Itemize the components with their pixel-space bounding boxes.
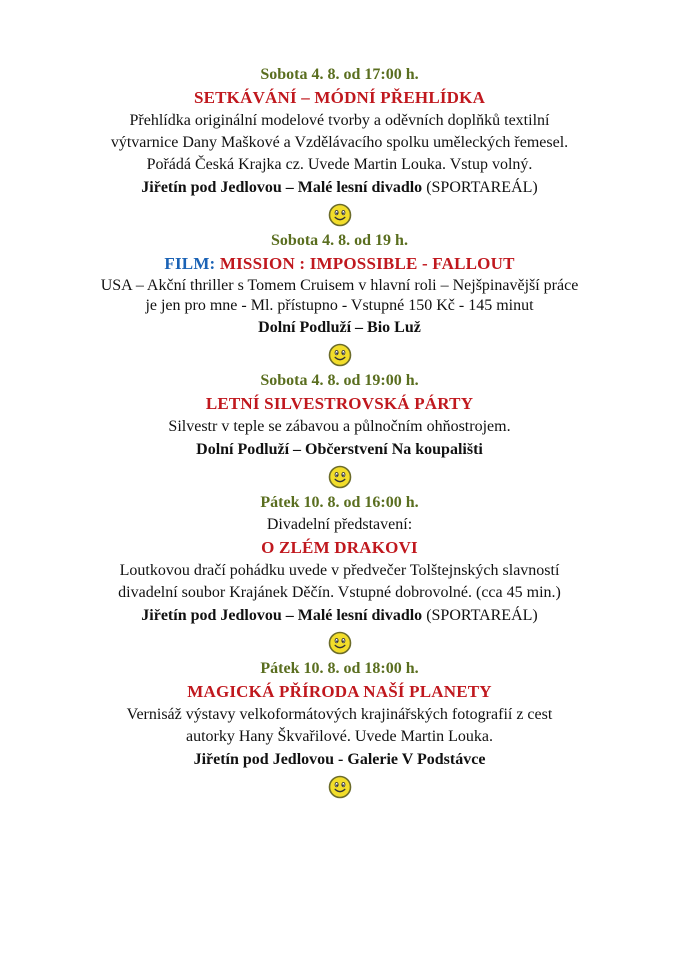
event-5 <box>0 658 679 802</box>
event-venue: Dolní Podluží – Bio Luž <box>258 319 421 336</box>
smiley-icon <box>328 631 352 655</box>
event-1 <box>0 64 679 230</box>
description-line: Vernisáž výstavy velkoformátových krajinářských fotografií z cest <box>126 706 553 723</box>
event-2 <box>0 230 679 370</box>
description-line: USA – Akční thriller s Tomem Cruisem v hlavní roli – Nejšpinavější práce <box>100 277 579 294</box>
event-description <box>0 276 679 316</box>
film-prefix: FILM: <box>164 254 220 273</box>
event-description <box>0 704 679 748</box>
event-title: LETNÍ SILVESTROVSKÁ PÁRTY <box>205 394 474 413</box>
event-venue: Jiřetín pod Jedlovou – Malé lesní divadlo (SPORTAREÁL) <box>141 179 538 196</box>
description-line: divadelní soubor Krajánek Děčín. Vstupné dobrovolné. (cca 45 min.) <box>118 584 561 601</box>
event-venue: Jiřetín pod Jedlovou - Galerie V Podstávce <box>193 751 486 768</box>
event-3 <box>0 370 679 492</box>
description-line: je jen pro mne - Ml. přístupno - Vstupné 150 Kč - 145 minut <box>145 297 534 314</box>
event-title: SETKÁVÁNÍ – MÓDNÍ PŘEHLÍDKA <box>193 88 486 107</box>
smiley-icon <box>328 775 352 799</box>
event-list <box>0 64 679 802</box>
event-date: Pátek 10. 8. od 18:00 h. <box>260 660 419 677</box>
smiley-icon <box>328 465 352 489</box>
description-line: Loutkovou dračí pohádku uvede v předvečer Tolštejnských slavností <box>119 562 560 579</box>
event-date: Sobota 4. 8. od 17:00 h. <box>260 66 419 83</box>
event-title: O ZLÉM DRAKOVI <box>261 538 418 557</box>
event-date: Pátek 10. 8. od 16:00 h. <box>260 494 419 511</box>
event-date: Sobota 4. 8. od 19:00 h. <box>260 372 419 389</box>
event-venue: Jiřetín pod Jedlovou – Malé lesní divadlo (SPORTAREÁL) <box>141 607 538 624</box>
smiley-icon <box>328 343 352 367</box>
description-line: Přehlídka originální modelové tvorby a oděvních doplňků textilní <box>129 112 550 129</box>
event-description <box>0 416 679 438</box>
description-line: výtvarnice Dany Maškové a Vzdělávacího spolku uměleckých řemesel. <box>110 134 569 151</box>
event-title: MAGICKÁ PŘÍRODA NAŠÍ PLANETY <box>187 682 492 701</box>
event-title: FILM: MISSION : IMPOSSIBLE - FALLOUT <box>164 254 515 273</box>
description-line: autorky Hany Škvařilové. Uvede Martin Louka. <box>185 728 494 745</box>
event-venue: Dolní Podluží – Občerstvení Na koupališti <box>196 441 483 458</box>
event-description <box>0 110 679 176</box>
event-description <box>0 560 679 604</box>
description-line: Silvestr v teple se zábavou a půlnočním ohňostrojem. <box>168 418 511 435</box>
smiley-icon <box>328 203 352 227</box>
event-date: Sobota 4. 8. od 19 h. <box>271 232 408 249</box>
description-line: Pořádá Česká Krajka cz. Uvede Martin Louka. Vstup volný. <box>146 156 533 173</box>
event-4 <box>0 492 679 658</box>
event-intro: Divadelní představení: <box>266 516 413 533</box>
